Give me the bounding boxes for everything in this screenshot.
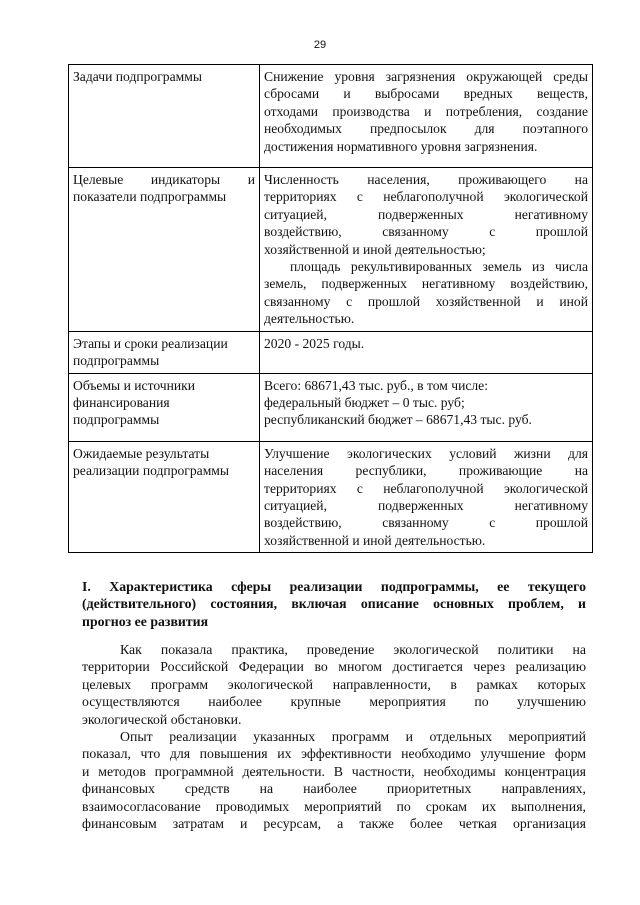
row-value-line: Снижение уровня загрязнения окружающей среды xyxy=(264,69,588,84)
row-value-line: воздействию, связанному с прошлой xyxy=(264,224,588,240)
table-row xyxy=(69,441,593,552)
paragraph xyxy=(82,641,586,728)
row-label: финансирования xyxy=(73,394,170,410)
row-value-line: деятельностью. xyxy=(264,311,355,327)
row-value-cell xyxy=(260,331,593,373)
row-label: показатели подпрограммы xyxy=(73,189,227,205)
page-number: 29 xyxy=(313,39,327,51)
row-value-line: необходимых предпосылок для поэтапного xyxy=(264,121,588,137)
paragraph-line: Опыт реализации указанных программ и отдельных мероприятий xyxy=(120,729,586,745)
row-value-cell xyxy=(260,441,593,552)
paragraph-line: территории Российской Федерации во многом достигается через реализацию xyxy=(82,659,586,675)
row-value-line: хозяйственной и иной деятельностью; xyxy=(264,241,486,257)
paragraph xyxy=(82,728,586,832)
row-value-line: федеральный бюджет – 0 тыс. руб; xyxy=(264,394,465,410)
row-value-line: достижения нормативного уровня загрязнения. xyxy=(264,138,538,154)
subprogram-passport-table xyxy=(68,64,593,553)
row-label-cell xyxy=(69,331,260,373)
paragraph-line: целевых программ экологической направленности, в рамках которых xyxy=(82,676,586,692)
row-label: Этапы и сроки реализации xyxy=(73,335,228,351)
row-value-cell xyxy=(260,65,593,168)
paragraph-line: финансовым затратам и ресурсам, а также более четкая организация xyxy=(82,816,586,832)
section-heading xyxy=(82,578,586,630)
row-label-cell xyxy=(69,65,260,168)
row-value-line: отходами производства и потребления, создание xyxy=(264,103,588,119)
paragraph-line: и методов программной деятельности. В частности, необходимы концентрация xyxy=(82,763,586,779)
row-label: Объемы и источники xyxy=(73,377,196,393)
row-value-line: территориях с неблагополучной экологической xyxy=(264,480,588,496)
paragraph-line: осуществляются наиболее крупные мероприятия по улучшению xyxy=(82,694,586,710)
row-value-line: сбросами и выбросами вредных веществ, xyxy=(264,86,588,102)
row-value-line: хозяйственной и иной деятельностью. xyxy=(264,532,486,548)
row-value-line: Численность населения, проживающего на xyxy=(264,172,588,188)
paragraph-line: взаимосогласование проводимых мероприятий по срокам их выполнения, xyxy=(82,798,586,814)
row-label: Задачи подпрограммы xyxy=(73,69,202,84)
row-value-line: площадь рекультивированных земель из числа xyxy=(290,259,588,275)
row-value-line: связанному с прошлой хозяйственной и иной xyxy=(264,293,588,309)
table-row xyxy=(69,331,593,373)
table-row xyxy=(69,65,593,168)
row-value-line: ситуацией, подверженных негативному xyxy=(264,497,588,513)
table-row xyxy=(69,168,593,332)
paragraph-line: экологической обстановки. xyxy=(82,711,242,727)
row-value-line: Всего: 68671,43 тыс. руб., в том числе: xyxy=(264,377,488,393)
heading-line: прогноз ее развития xyxy=(82,613,209,629)
row-value-line: населения республики, проживающие на xyxy=(264,463,588,479)
row-value-line: республиканский бюджет – 68671,43 тыс. руб. xyxy=(264,412,532,428)
paragraph-line: финансовых средств на наиболее приоритетных направлениях, xyxy=(82,781,586,797)
row-label-cell xyxy=(69,441,260,552)
row-label: Целевые индикаторы и xyxy=(73,172,255,188)
row-label: реализации подпрограммы xyxy=(73,463,230,479)
row-value-cell xyxy=(260,168,593,332)
heading-line: I. Характеристика сферы реализации подпрограммы, ее текущего xyxy=(82,579,586,594)
row-label: подпрограммы xyxy=(73,412,160,428)
row-value-line: воздействию, связанному с прошлой xyxy=(264,515,588,531)
row-value-line: 2020 - 2025 годы. xyxy=(264,335,365,351)
table-row xyxy=(69,373,593,441)
heading-line: (действительного) состояния, включая описание основных проблем, и xyxy=(82,596,586,612)
row-label: Ожидаемые результаты xyxy=(73,445,210,461)
row-label-cell xyxy=(69,373,260,441)
row-value-line: Улучшение экологических условий жизни для xyxy=(264,445,588,461)
section-body xyxy=(82,641,586,832)
row-label-cell xyxy=(69,168,260,332)
row-value-line: земель, подверженных негативному воздействию, xyxy=(264,276,588,292)
row-value-cell xyxy=(260,373,593,441)
row-label: подпрограммы xyxy=(73,353,160,369)
row-value-line: ситуацией, подверженных негативному xyxy=(264,206,588,222)
row-value-line: территориях с неблагополучной экологической xyxy=(264,189,588,205)
paragraph-line: показал, что для повышения их эффективности необходимо улучшение форм xyxy=(82,746,586,762)
paragraph-line: Как показала практика, проведение экологической политики на xyxy=(120,642,586,657)
